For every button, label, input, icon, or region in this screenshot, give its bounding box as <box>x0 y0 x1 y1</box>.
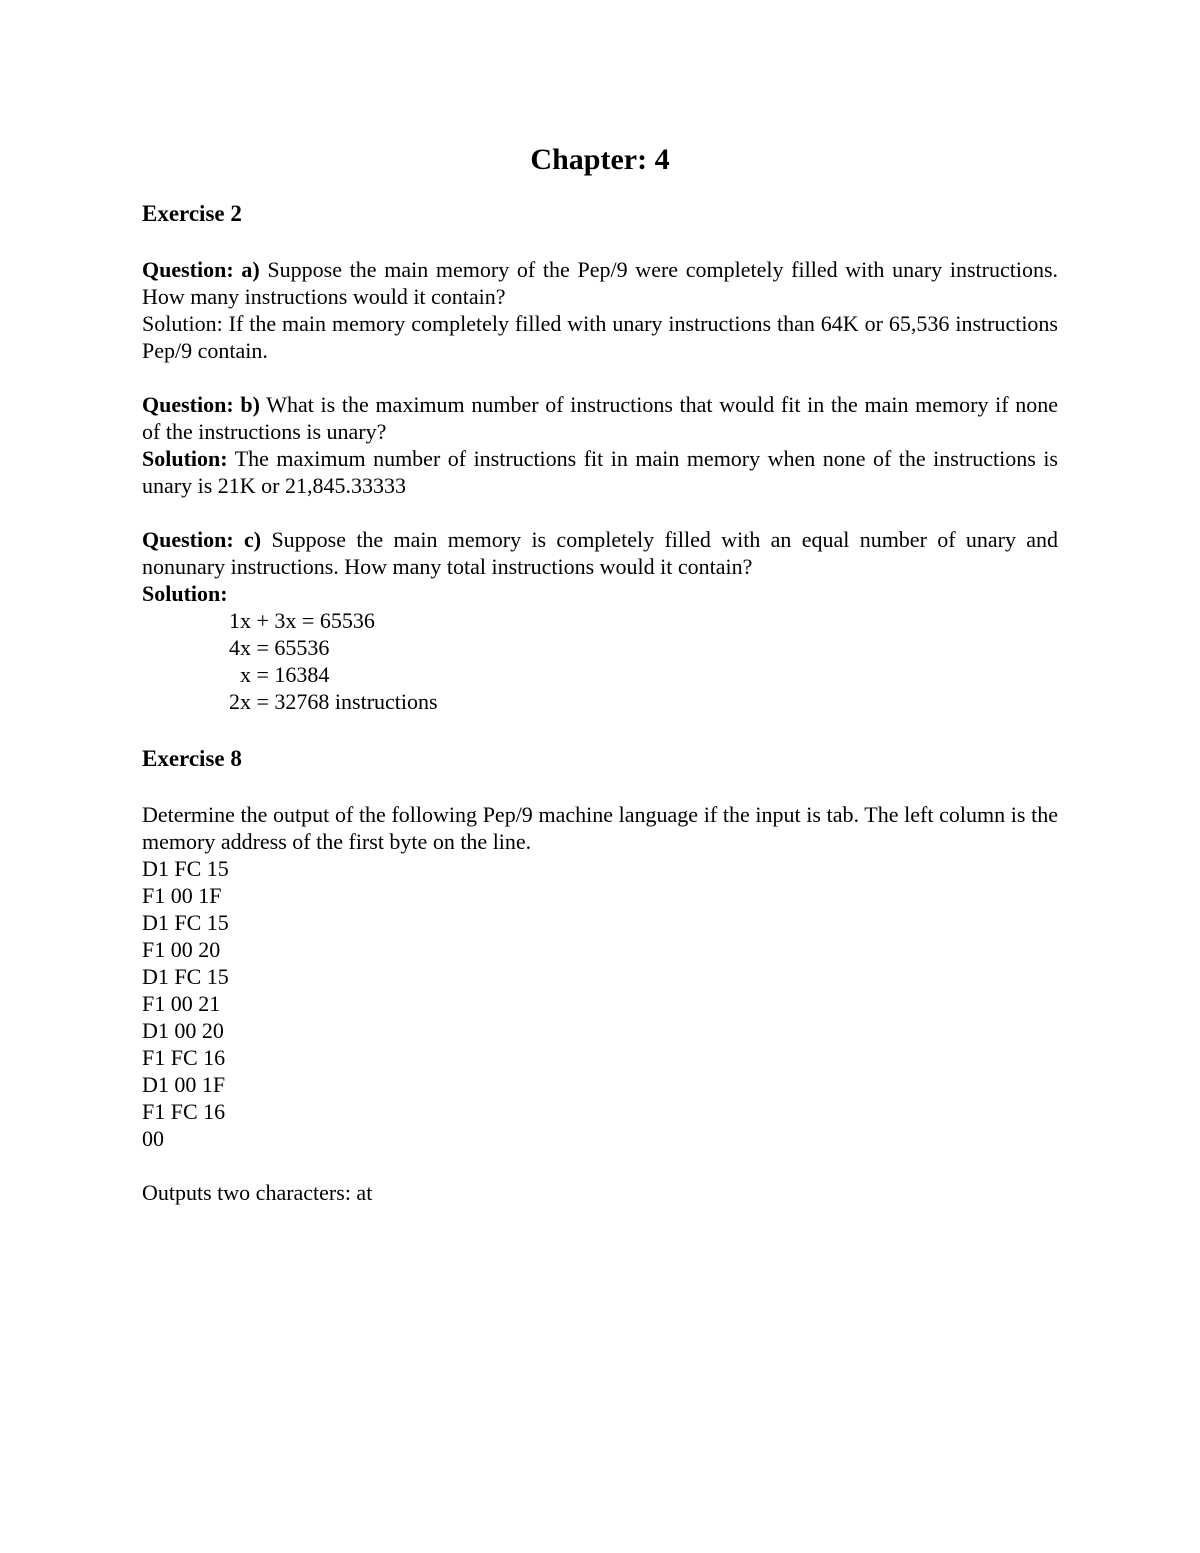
code-line: F1 00 1F <box>142 883 222 908</box>
code-line: D1 FC 15 <box>142 910 229 935</box>
code-line: 00 <box>142 1126 164 1151</box>
solution-b-label: Solution: <box>142 446 228 471</box>
code-line: D1 FC 15 <box>142 856 229 881</box>
exercise-8-intro: Determine the output of the following Pep/9 machine language if the input is tab. The left column is the memory address of the first byte on the line. <box>142 802 1058 854</box>
question-b-label: Question: <box>142 392 234 417</box>
question-a-text: Suppose the main memory of the Pep/9 were completely filled with unary instructions. How many instructions would it contain? <box>142 257 1059 309</box>
equation-line: x = 16384 <box>229 662 330 687</box>
equation-line: 2x = 32768 instructions <box>229 689 438 714</box>
code-line: F1 FC 16 <box>142 1099 226 1124</box>
exercise-8-output: Outputs two characters: at <box>142 1180 373 1205</box>
question-c-label: Question: <box>142 527 234 552</box>
solution-c-label <box>142 580 1058 607</box>
solution-c-equations <box>142 607 1058 715</box>
exercise-8-heading: Exercise 8 <box>142 746 242 771</box>
question-c-text: Suppose the main memory is completely filled with an equal number of unary and nonunary instructions. How many total instructions would it contain? <box>142 527 1059 579</box>
code-line: D1 FC 15 <box>142 964 229 989</box>
document-page <box>142 140 1058 1206</box>
chapter-title: Chapter: 4 <box>530 143 670 176</box>
exercise-2-heading: Exercise 2 <box>142 201 242 226</box>
code-line: D1 00 20 <box>142 1018 224 1043</box>
question-c <box>142 526 1058 580</box>
code-line: F1 00 20 <box>142 937 221 962</box>
question-a <box>142 256 1058 310</box>
machine-code-listing <box>142 855 1058 1152</box>
code-line: F1 00 21 <box>142 991 221 1016</box>
code-line: D1 00 1F <box>142 1072 226 1097</box>
question-b <box>142 391 1058 445</box>
question-a-label: Question: <box>142 257 234 282</box>
code-line: F1 FC 16 <box>142 1045 226 1070</box>
equation-line: 1x + 3x = 65536 <box>229 608 375 633</box>
solution-a: Solution: If the main memory completely filled with unary instructions than 64K or 65,536 instructions Pep/9 contain. <box>142 311 1058 363</box>
solution-c-label-text: Solution: <box>142 581 228 606</box>
solution-b <box>142 445 1058 499</box>
question-a-part: a) <box>241 257 260 282</box>
question-b-text: What is the maximum number of instructions that would fit in the main memory if none of the instructions is unary? <box>142 392 1059 444</box>
solution-b-text: The maximum number of instructions fit in main memory when none of the instructions is unary is 21K or 21,845.33333 <box>142 446 1058 498</box>
question-b-part: b) <box>240 392 260 417</box>
question-c-part: c) <box>244 527 262 552</box>
equation-line: 4x = 65536 <box>229 635 330 660</box>
